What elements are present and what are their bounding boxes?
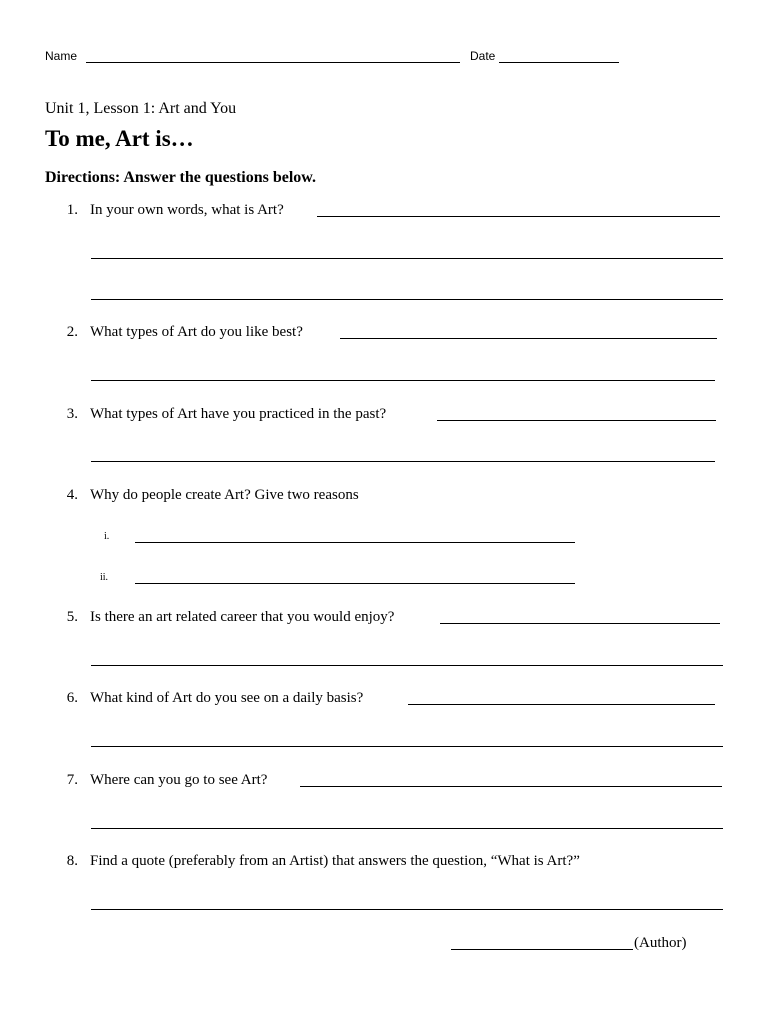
answer-line[interactable] [440, 623, 720, 624]
answer-line[interactable] [300, 786, 722, 787]
directions-text: Directions: Answer the questions below. [45, 169, 316, 186]
name-label: Name [45, 49, 78, 63]
sub-item-number: ii. [100, 572, 109, 583]
date-field[interactable] [499, 62, 619, 63]
sub-item-number: i. [104, 531, 110, 542]
question-number: 1. [66, 202, 78, 218]
question-number: 4. [66, 487, 78, 503]
question-4-text: Why do people create Art? Give two reasons [90, 487, 359, 503]
author-field[interactable] [451, 949, 633, 950]
question-5-text: Is there an art related career that you would enjoy? [90, 609, 395, 625]
answer-line[interactable] [135, 583, 575, 584]
question-number: 3. [66, 406, 78, 422]
answer-line[interactable] [317, 216, 720, 217]
question-3-text: What types of Art have you practiced in the past? [90, 406, 387, 422]
question-6-text: What kind of Art do you see on a daily basis? [90, 690, 364, 706]
author-label: (Author) [634, 935, 687, 951]
answer-line[interactable] [91, 909, 723, 910]
question-number: 6. [66, 690, 78, 706]
question-number: 5. [66, 609, 78, 625]
answer-line[interactable] [408, 704, 715, 705]
answer-line[interactable] [135, 542, 575, 543]
answer-line[interactable] [91, 828, 723, 829]
answer-line[interactable] [91, 258, 723, 259]
question-8-text: Find a quote (preferably from an Artist) that answers the question, “What is Art?” [90, 853, 580, 869]
answer-line[interactable] [91, 380, 715, 381]
question-7-text: Where can you go to see Art? [90, 772, 268, 788]
date-label: Date [470, 49, 496, 63]
page-title: To me, Art is… [45, 126, 194, 151]
name-field[interactable] [86, 62, 460, 63]
question-number: 7. [66, 772, 78, 788]
answer-line[interactable] [340, 338, 717, 339]
answer-line[interactable] [91, 665, 723, 666]
answer-line[interactable] [91, 299, 723, 300]
unit-lesson-heading: Unit 1, Lesson 1: Art and You [45, 100, 237, 117]
answer-line[interactable] [91, 461, 715, 462]
question-number: 8. [66, 853, 78, 869]
question-2-text: What types of Art do you like best? [90, 324, 303, 340]
answer-line[interactable] [91, 746, 723, 747]
question-number: 2. [66, 324, 78, 340]
answer-line[interactable] [437, 420, 716, 421]
question-1-text: In your own words, what is Art? [90, 202, 284, 218]
